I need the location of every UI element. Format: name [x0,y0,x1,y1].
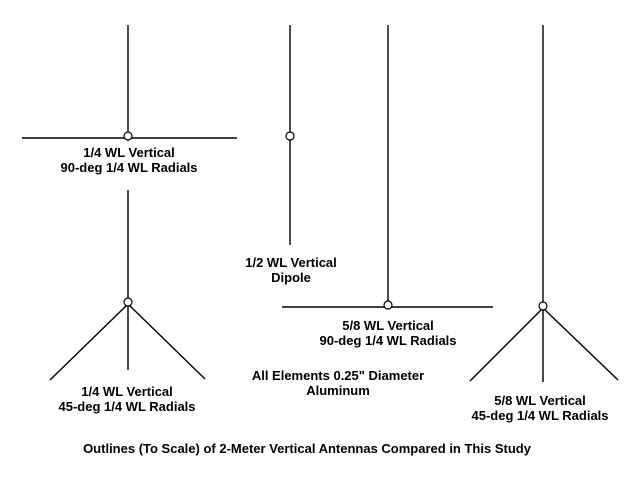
antenna-quarter-wl-90deg-drawing [22,25,237,140]
feedpoint-circle [539,302,547,310]
note-elements-diameter [252,368,424,398]
feedpoint-circle [384,301,392,309]
antenna-radials-text: 45-deg 1/4 WL Radials [58,399,196,414]
antenna-five-eighth-wl-45deg-drawing [470,25,618,382]
antenna-name-text: 1/2 WL Vertical [245,255,337,270]
antenna-name-text: 5/8 WL Vertical [342,318,434,333]
antenna-name-text: 1/4 WL Vertical [81,384,173,399]
feedpoint-circle [124,298,132,306]
diagram-title: Outlines (To Scale) of 2-Meter Vertical Antennas Compared in This Study [83,441,531,456]
antenna-radials-text: 90-deg 1/4 WL Radials [319,333,457,348]
radial-line-left [50,304,128,380]
note-line1-text: All Elements 0.25" Diameter [251,368,425,383]
radial-line-right [128,304,205,379]
antenna-name-text: 1/4 WL Vertical [83,145,175,160]
antenna-radials-text: 90-deg 1/4 WL Radials [60,160,198,175]
feedpoint-circle [286,132,294,140]
antenna-radials-text: 45-deg 1/4 WL Radials [471,408,609,423]
antenna-radials-text: Dipole [271,270,311,285]
antenna-half-wl-dipole-drawing [286,25,294,245]
note-line2-text: Aluminum [306,383,370,398]
radial-line-left [470,308,543,381]
label-five-eighth-wl-90deg [319,318,456,348]
feedpoint-circle [124,132,132,140]
antenna-name-text: 5/8 WL Vertical [494,393,586,408]
label-half-wl-dipole [245,255,337,285]
label-quarter-wl-45deg [58,384,195,414]
label-five-eighth-wl-45deg [471,393,608,423]
label-quarter-wl-90deg [60,145,197,175]
antenna-quarter-wl-45deg-drawing [50,190,205,380]
radial-line-right [543,308,618,380]
